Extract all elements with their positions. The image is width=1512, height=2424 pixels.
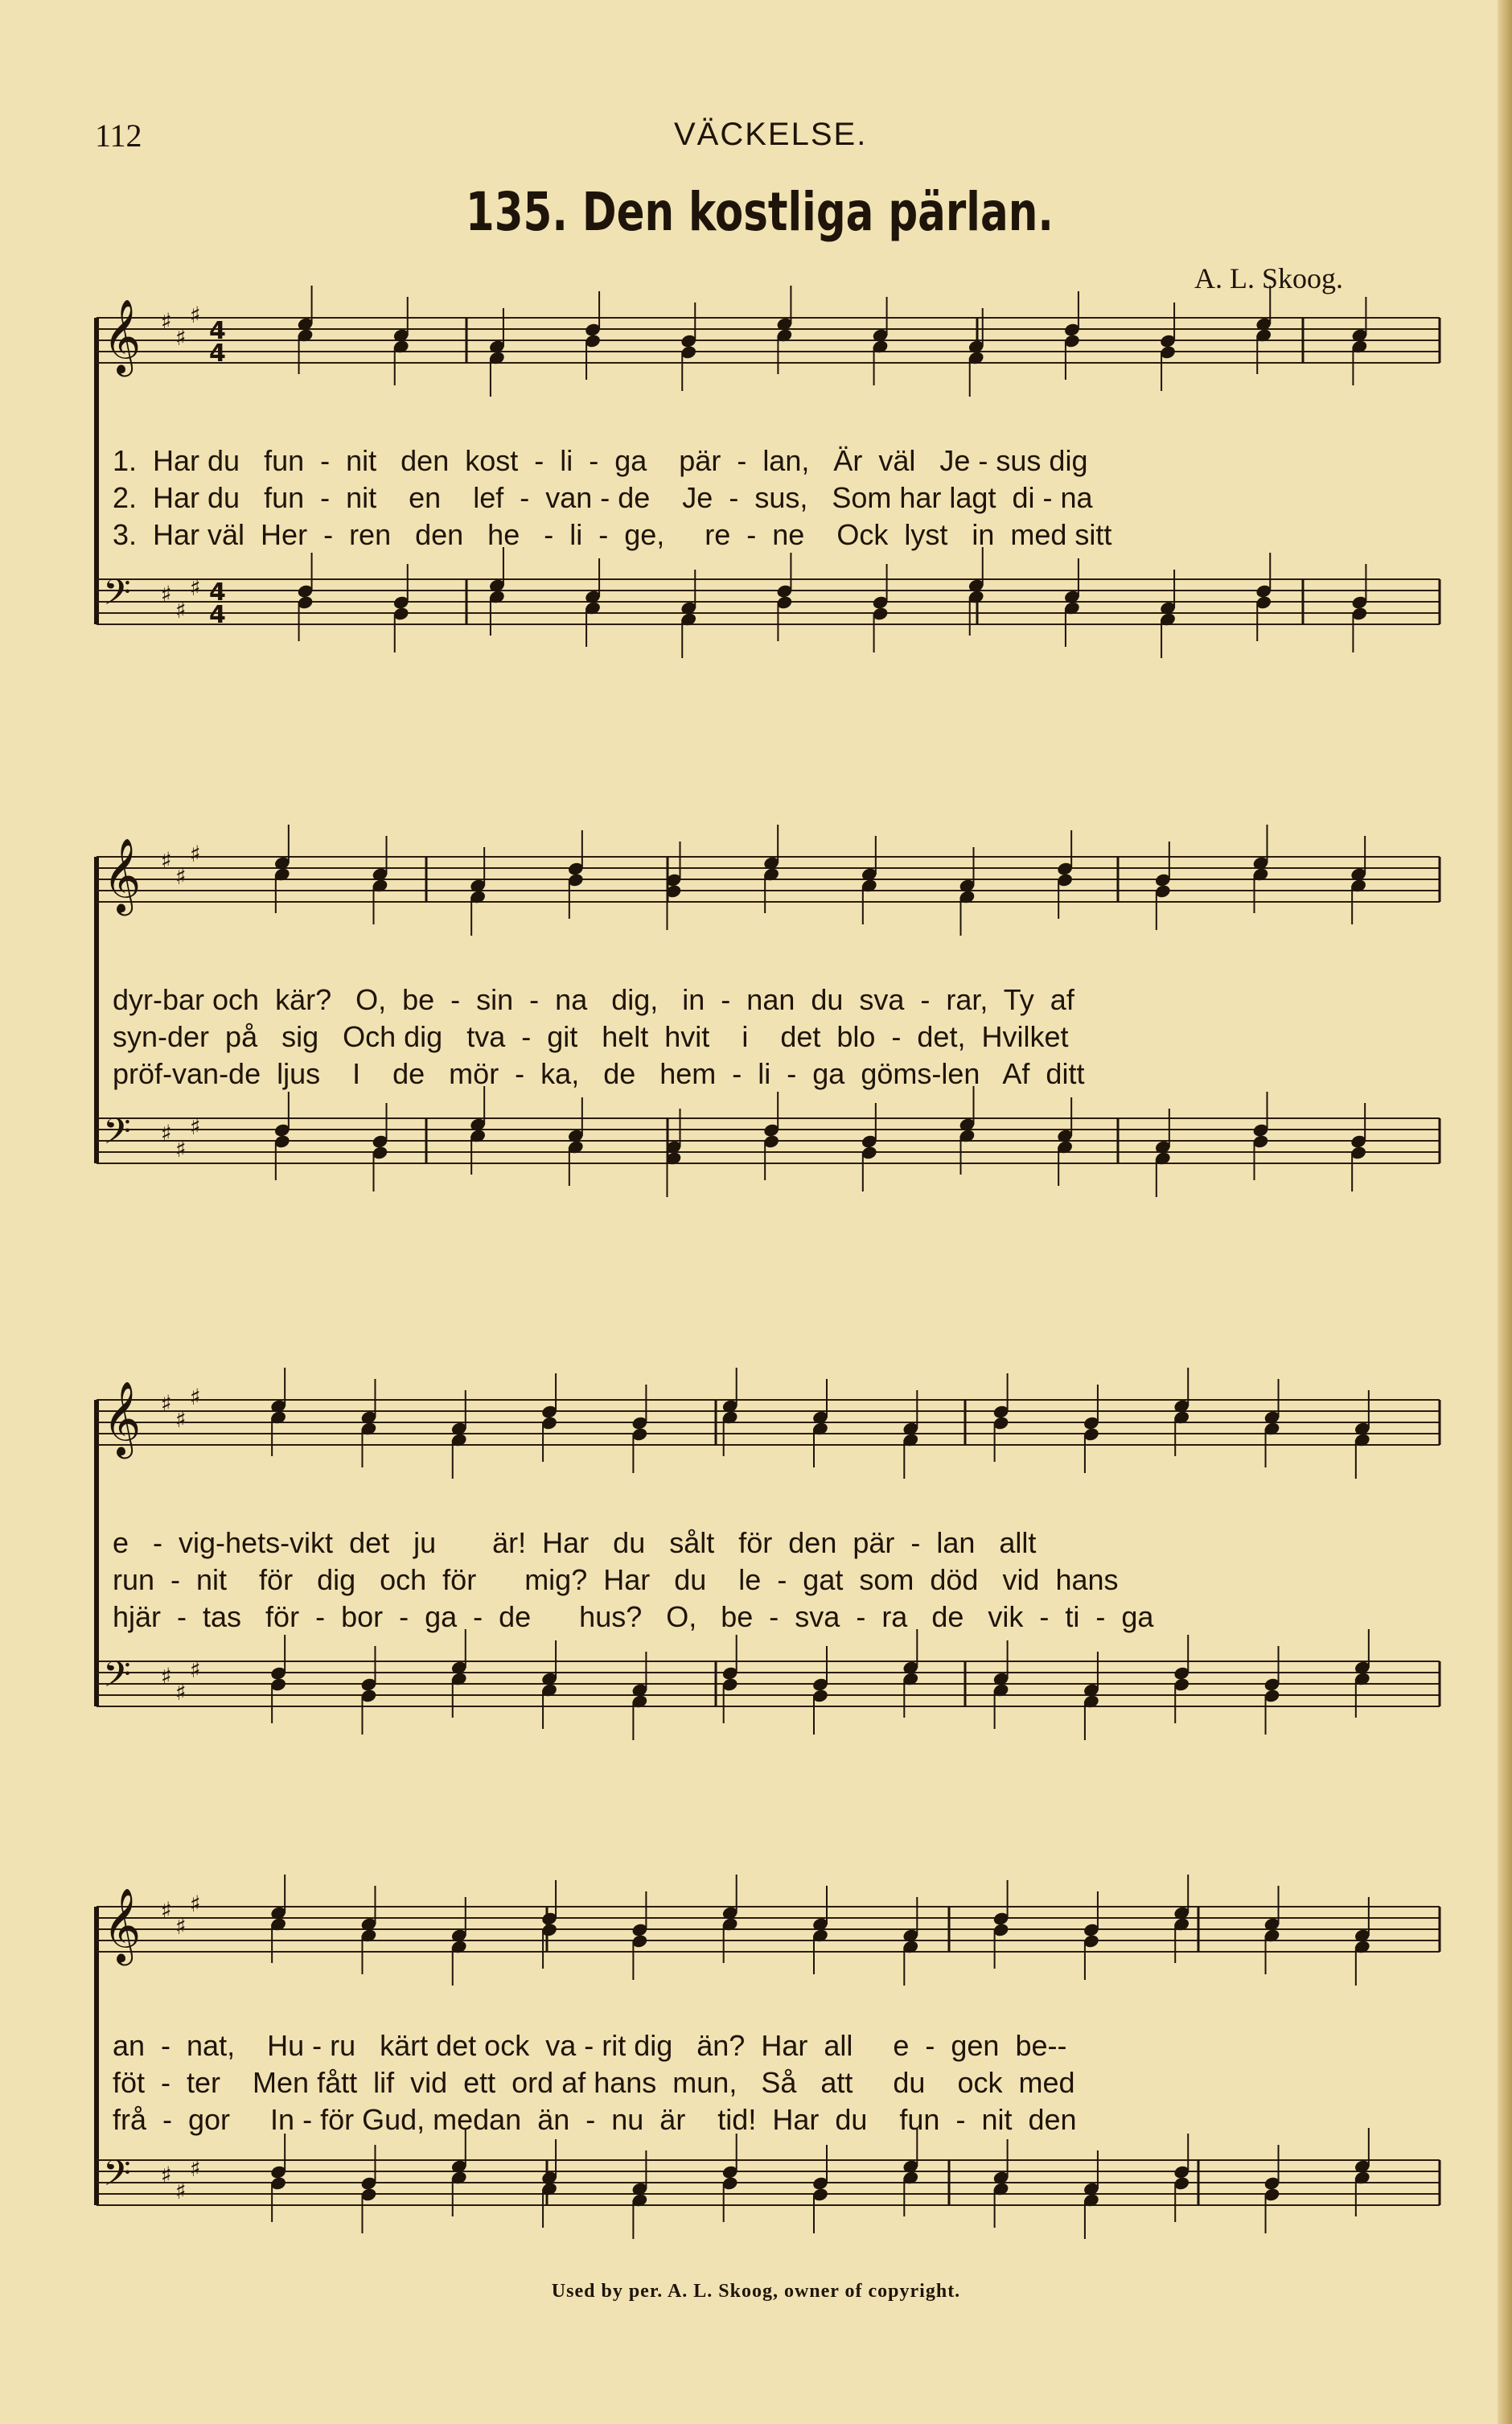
copyright-footnote: Used by per. A. L. Skoog, owner of copyright. bbox=[551, 2281, 961, 2302]
lyric-verse-3: pröf-van-de ljus I de mör - ka, de hem - li - ga göms-len Af ditt bbox=[113, 1057, 1085, 1090]
treble-clef-icon: 𝄞 bbox=[103, 1381, 142, 1455]
treble-clef-icon: 𝄞 bbox=[103, 1887, 142, 1962]
bass-staff bbox=[97, 547, 1440, 658]
bass-staff bbox=[97, 2128, 1440, 2239]
sharp-icon: ♯ bbox=[161, 1663, 172, 1689]
treble-staff bbox=[97, 286, 1440, 397]
sharp-icon: ♯ bbox=[175, 1679, 187, 1706]
lyric-verse-1: an - nat, Hu - ru kärt det ock va - rit dig än? Har all e - gen be-- bbox=[113, 2029, 1067, 2062]
lyrics-system-4 bbox=[113, 2027, 1432, 2138]
time-signature-bottom: 4 bbox=[209, 340, 226, 368]
time-signature-bottom: 4 bbox=[209, 601, 226, 629]
sharp-icon: ♯ bbox=[190, 574, 201, 601]
treble-staff bbox=[97, 1368, 1440, 1479]
bass-clef-icon: 𝄢 bbox=[103, 571, 131, 622]
sharp-icon: ♯ bbox=[161, 581, 172, 607]
lyrics-system-2 bbox=[113, 982, 1432, 1093]
sharp-icon: ♯ bbox=[161, 847, 172, 874]
sharp-icon: ♯ bbox=[161, 308, 172, 335]
bass-staff bbox=[97, 1086, 1440, 1197]
sharp-icon: ♯ bbox=[190, 2155, 201, 2182]
sharp-icon: ♯ bbox=[175, 1136, 187, 1163]
sharp-icon: ♯ bbox=[190, 841, 201, 867]
sharp-icon: ♯ bbox=[161, 2162, 172, 2188]
lyric-verse-3: frå - gor In - för Gud, medan än - nu är tid! Har du fun - nit den bbox=[113, 2103, 1077, 2136]
treble-clef-icon: 𝄞 bbox=[103, 837, 142, 912]
sharp-icon: ♯ bbox=[161, 1390, 172, 1417]
running-head: VÄCKELSE. bbox=[674, 117, 868, 152]
bass-staff bbox=[97, 1629, 1440, 1740]
sharp-icon: ♯ bbox=[190, 1656, 201, 1683]
composer-credit: A. L. Skoog. bbox=[1194, 262, 1344, 294]
lyrics-system-3 bbox=[113, 1525, 1432, 1636]
hymn-title: 135. Den kostliga pärlan. bbox=[465, 181, 1054, 243]
treble-clef-icon: 𝄞 bbox=[103, 298, 142, 373]
lyric-verse-1: 1. Har du fun - nit den kost - li - ga pär - lan, Är väl Je - sus dig bbox=[113, 444, 1088, 477]
sharp-icon: ♯ bbox=[175, 2178, 187, 2204]
bass-clef-icon: 𝄢 bbox=[103, 1110, 131, 1161]
sharp-icon: ♯ bbox=[175, 324, 187, 351]
lyric-verse-3: 3. Har väl Her - ren den he - li - ge, re - ne Ock lyst in med sitt bbox=[113, 518, 1112, 551]
sharp-icon: ♯ bbox=[175, 1406, 187, 1433]
lyric-verse-2: run - nit för dig och för mig? Har du le - gat som död vid hans bbox=[113, 1563, 1119, 1596]
page-header bbox=[95, 117, 1414, 165]
time-signature-top: 4 bbox=[209, 578, 226, 607]
lyric-verse-2: 2. Har du fun - nit en lef - van - de Je - sus, Som har lagt di - na bbox=[113, 481, 1093, 514]
page-number: 112 bbox=[95, 117, 142, 154]
sharp-icon: ♯ bbox=[175, 1913, 187, 1940]
lyric-verse-3: hjär - tas för - bor - ga - de hus? O, be - sva - ra de vik - ti - ga bbox=[113, 1600, 1154, 1633]
lyric-verse-2: föt - ter Men fått lif vid ett ord af hans mun, Så att du ock med bbox=[113, 2066, 1075, 2099]
sharp-icon: ♯ bbox=[190, 1113, 201, 1140]
bass-clef-icon: 𝄢 bbox=[103, 2152, 131, 2203]
sharp-icon: ♯ bbox=[190, 1384, 201, 1410]
time-signature-top: 4 bbox=[209, 317, 226, 345]
treble-staff bbox=[97, 825, 1440, 936]
lyric-verse-2: syn-der på sig Och dig tva - git helt hvit i det blo - det, Hvilket bbox=[113, 1020, 1069, 1053]
treble-staff bbox=[97, 1875, 1440, 1986]
sharp-icon: ♯ bbox=[161, 1897, 172, 1924]
sharp-icon: ♯ bbox=[190, 302, 201, 328]
sharp-icon: ♯ bbox=[175, 863, 187, 890]
lyric-verse-1: dyr-bar och kär? O, be - sin - na dig, in - nan du sva - rar, Ty af bbox=[113, 983, 1074, 1016]
lyric-verse-1: e - vig-hets-vikt det ju är! Har du sålt för den pär - lan allt bbox=[113, 1526, 1037, 1559]
sharp-icon: ♯ bbox=[175, 597, 187, 623]
page-edge bbox=[1498, 0, 1512, 2424]
lyrics-system-1 bbox=[113, 442, 1432, 554]
bass-clef-icon: 𝄢 bbox=[103, 1653, 131, 1704]
sharp-icon: ♯ bbox=[190, 1891, 201, 1917]
sharp-icon: ♯ bbox=[161, 1120, 172, 1146]
